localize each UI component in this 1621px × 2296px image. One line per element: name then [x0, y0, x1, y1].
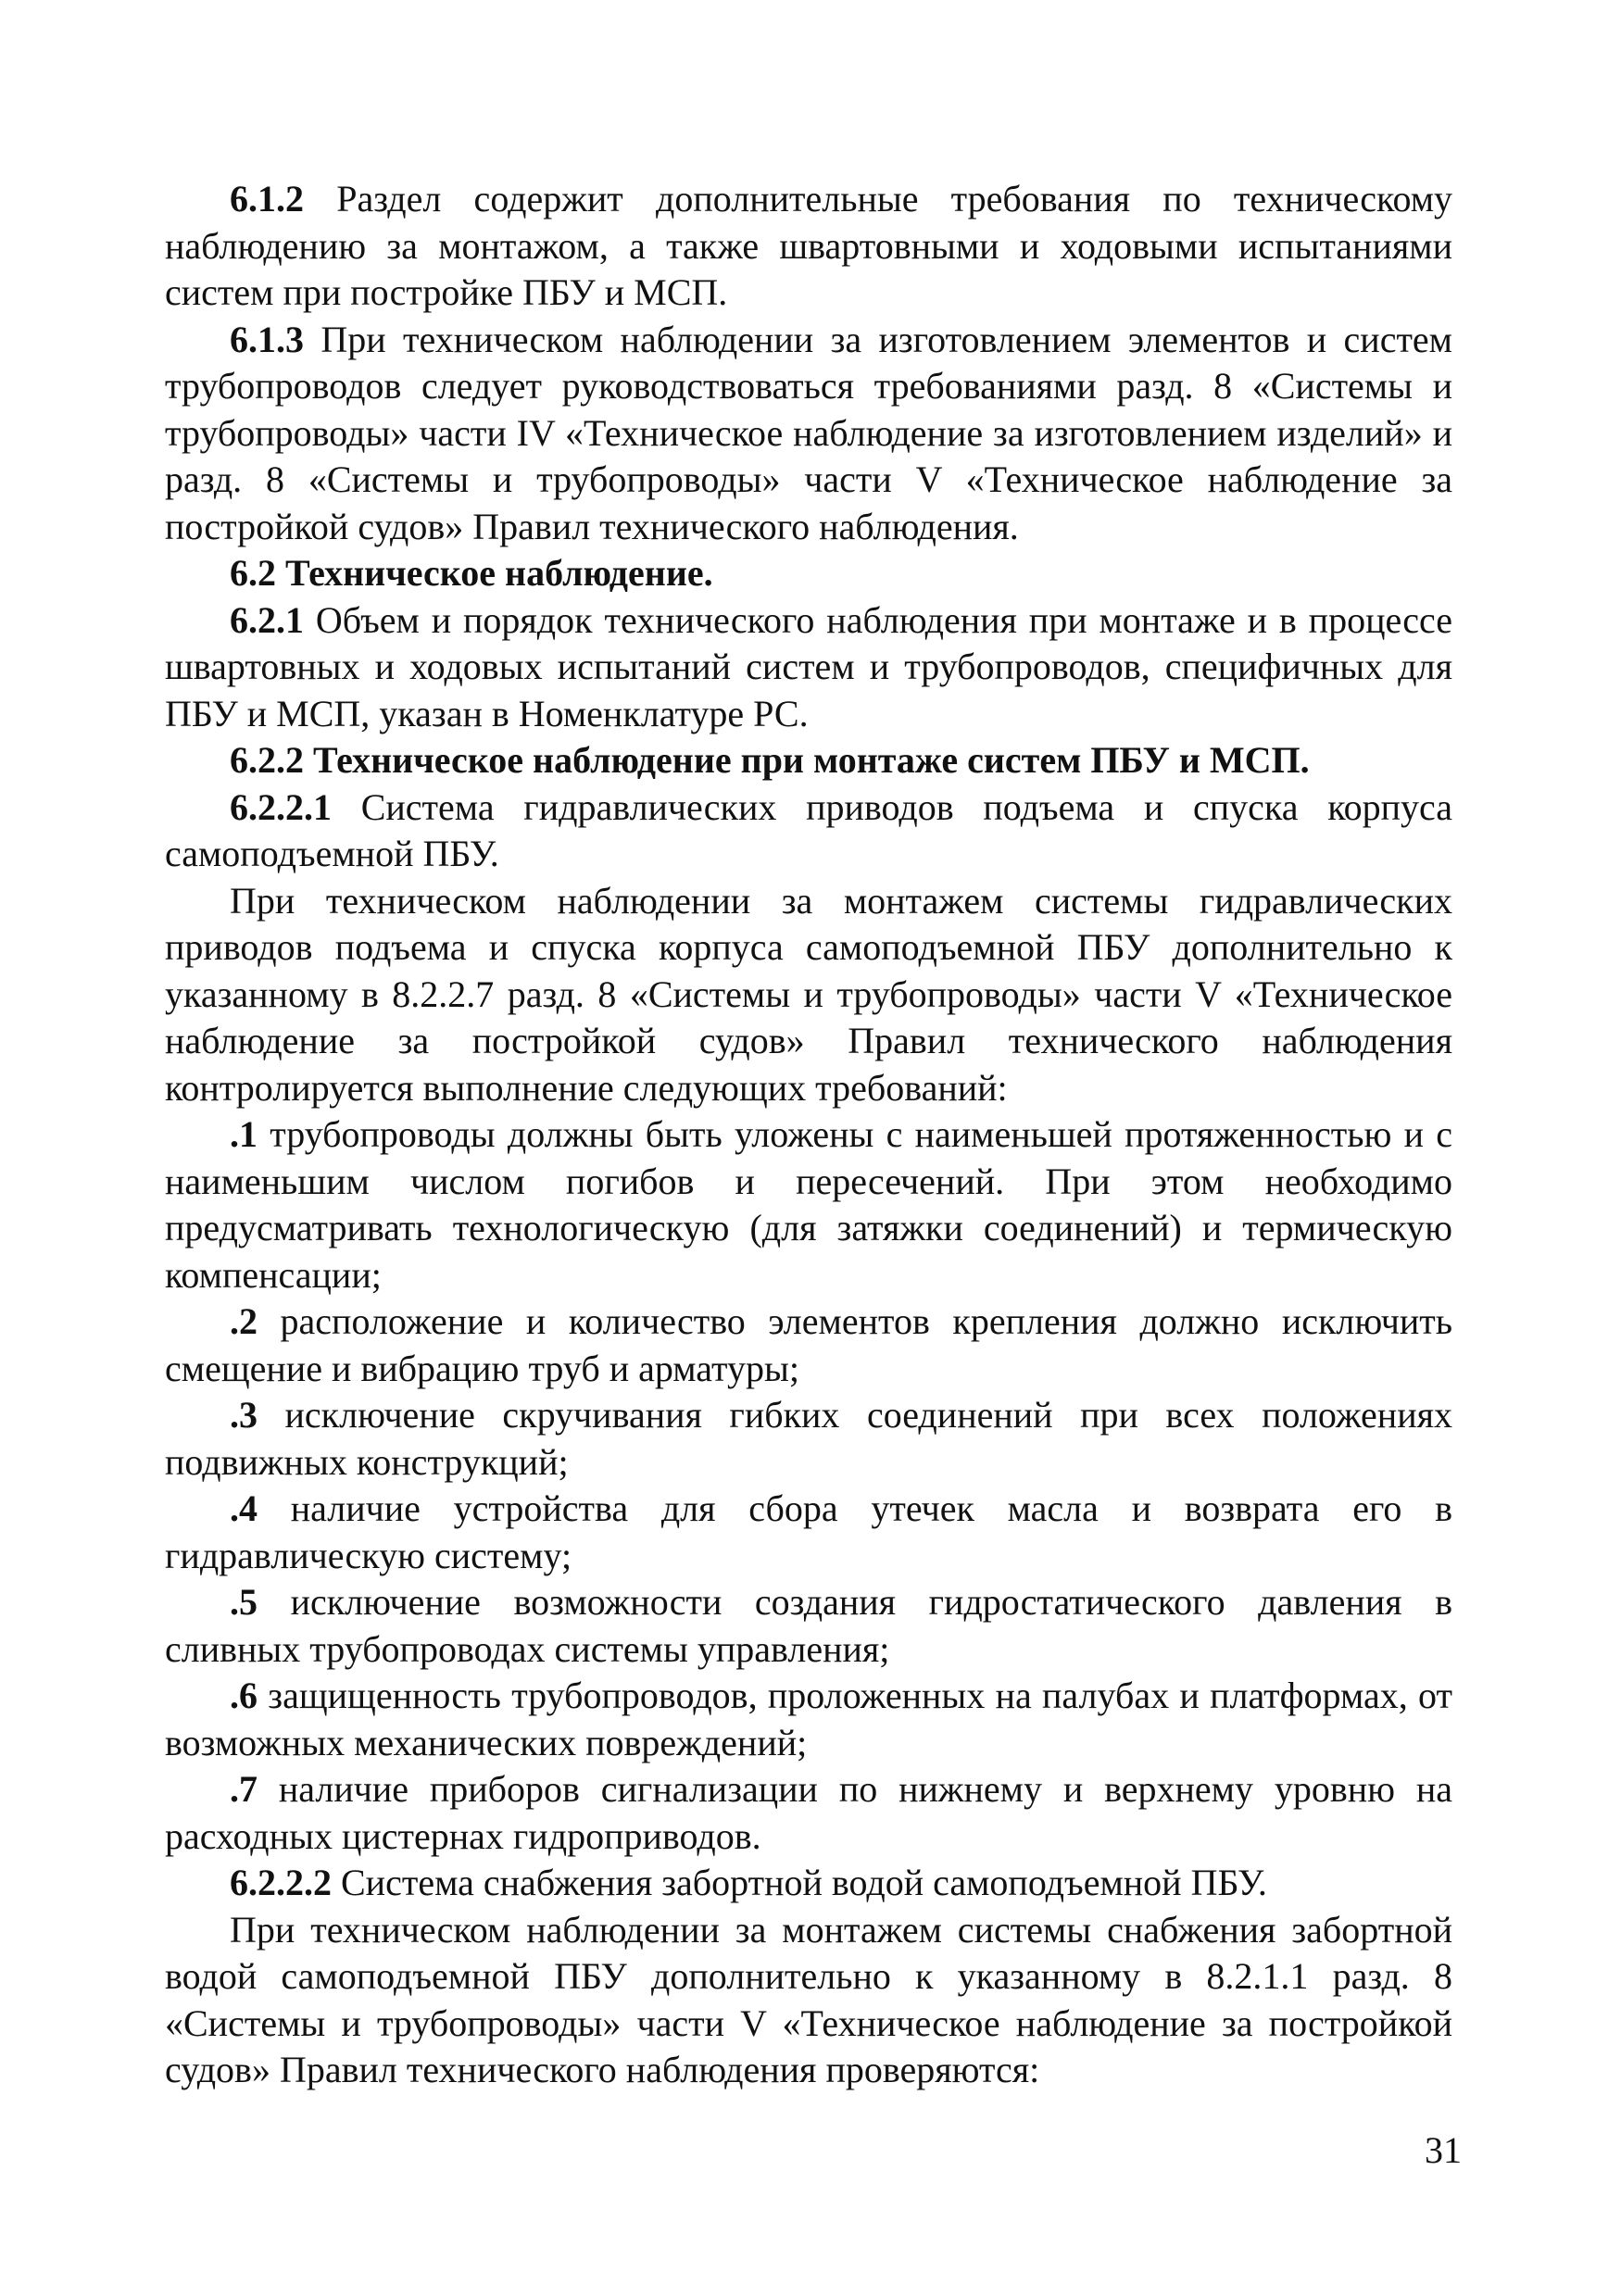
item-text: наличие устройства для сбора утечек масла и возврата его в гидравлическую систему; — [165, 1487, 1452, 1576]
item-text: наличие приборов сигнализации по нижнему и верхнему уровню на расходных цистернах гидроприводов. — [165, 1768, 1452, 1857]
item-number: .1 — [230, 1113, 258, 1155]
paragraph-seawater-intro — [165, 1907, 1452, 2094]
item-number: .2 — [230, 1300, 258, 1342]
item-text: расположение и количество элементов крепления должно исключить смещение и вибрацию труб и арматуры; — [165, 1300, 1452, 1389]
clause-number: 6.2.2.1 — [230, 785, 332, 828]
clause-number: 6.1.2 — [230, 178, 304, 220]
clause-number: 6.1.3 — [230, 318, 304, 360]
item-text: защищенность трубопроводов, проложенных на палубах и платформах, от возможных механических повреждений; — [165, 1675, 1452, 1763]
paragraph-6-1-3 — [165, 317, 1452, 551]
paragraph-text: Раздел содержит дополнительные требования по техническому наблюдению за монтажом, а также швартовными и ходовыми испытаниями систем при постройке ПБУ и МСП. — [165, 178, 1452, 313]
item-number: .6 — [230, 1675, 258, 1716]
paragraph-text: Система гидравлических приводов подъема и спуска корпуса самоподъемной ПБУ. — [165, 785, 1452, 874]
list-item-4 — [165, 1486, 1452, 1579]
paragraph-6-1-2 — [165, 176, 1452, 317]
item-number: .4 — [230, 1487, 258, 1529]
document-body — [165, 176, 1452, 2094]
list-item-6 — [165, 1673, 1452, 1766]
list-item-1 — [165, 1111, 1452, 1299]
item-number: .7 — [230, 1768, 258, 1810]
clause-number: 6.2.1 — [230, 598, 304, 641]
paragraph-6-2-2-2 — [165, 1860, 1452, 1907]
paragraph-6-2-2-1 — [165, 784, 1452, 878]
paragraph-6-2-1 — [165, 597, 1452, 738]
paragraph-text: При техническом наблюдении за монтажем системы гидравлических приводов подъема и спуска корпуса самоподъемной ПБУ дополнительно к указанному в 8.2.2.7 разд. 8 «Системы и трубопроводы» части V «Техническое наблюдение за постройкой судов» Правил технического наблюдения контролируется выполнение следующих требований: — [165, 879, 1452, 1109]
paragraph-hydraulic-intro — [165, 878, 1452, 1112]
paragraph-text: Система снабжения забортной водой самоподъемной ПБУ. — [332, 1862, 1267, 1903]
list-item-3 — [165, 1392, 1452, 1486]
item-text: исключение возможности создания гидростатического давления в сливных трубопроводах системы управления; — [165, 1581, 1452, 1670]
item-text: трубопроводы должны быть уложены с наименьшей протяженностью и с наименьшим числом погибов и пересечений. При этом необходимо предусматривать технологическую (для затяжки соединений) и термическую компенсации; — [165, 1113, 1452, 1296]
section-heading-6-2-2: 6.2.2 Техническое наблюдение при монтаже систем ПБУ и МСП. — [230, 739, 1310, 781]
list-item-5 — [165, 1579, 1452, 1673]
item-number: .3 — [230, 1394, 258, 1436]
paragraph-text: При техническом наблюдении за монтажем системы снабжения забортной водой самоподъемной ПБУ дополнительно к указанному в 8.2.1.1 разд. 8 «Системы и трубопроводы» части V «Техническое наблюдение за постройкой судов» Правил технического наблюдения проверяются: — [165, 1908, 1452, 2090]
list-item-7 — [165, 1766, 1452, 1860]
item-text: исключение скручивания гибких соединений при всех положениях подвижных конструкций; — [165, 1394, 1452, 1483]
section-heading-6-2: 6.2 Техническое наблюдение. — [230, 552, 713, 594]
list-item-2 — [165, 1299, 1452, 1392]
clause-number: 6.2.2.2 — [230, 1862, 332, 1903]
item-number: .5 — [230, 1581, 258, 1623]
paragraph-text: Объем и порядок технического наблюдения при монтаже и в процессе швартовных и ходовых испытаний систем и трубопроводов, специфичных для ПБУ и МСП, указан в Номенклатуре РС. — [165, 598, 1452, 734]
paragraph-text: При техническом наблюдении за изготовлением элементов и систем трубопроводов следует руководствоваться требованиями разд. 8 «Системы и трубопроводы» части IV «Техническое наблюдение за изготовлением изделий» и разд. 8 «Системы и трубопроводы» части V «Техническое наблюдение за постройкой судов» Правил технического наблюдения. — [165, 318, 1452, 547]
page-number: 31 — [1425, 2129, 1462, 2171]
